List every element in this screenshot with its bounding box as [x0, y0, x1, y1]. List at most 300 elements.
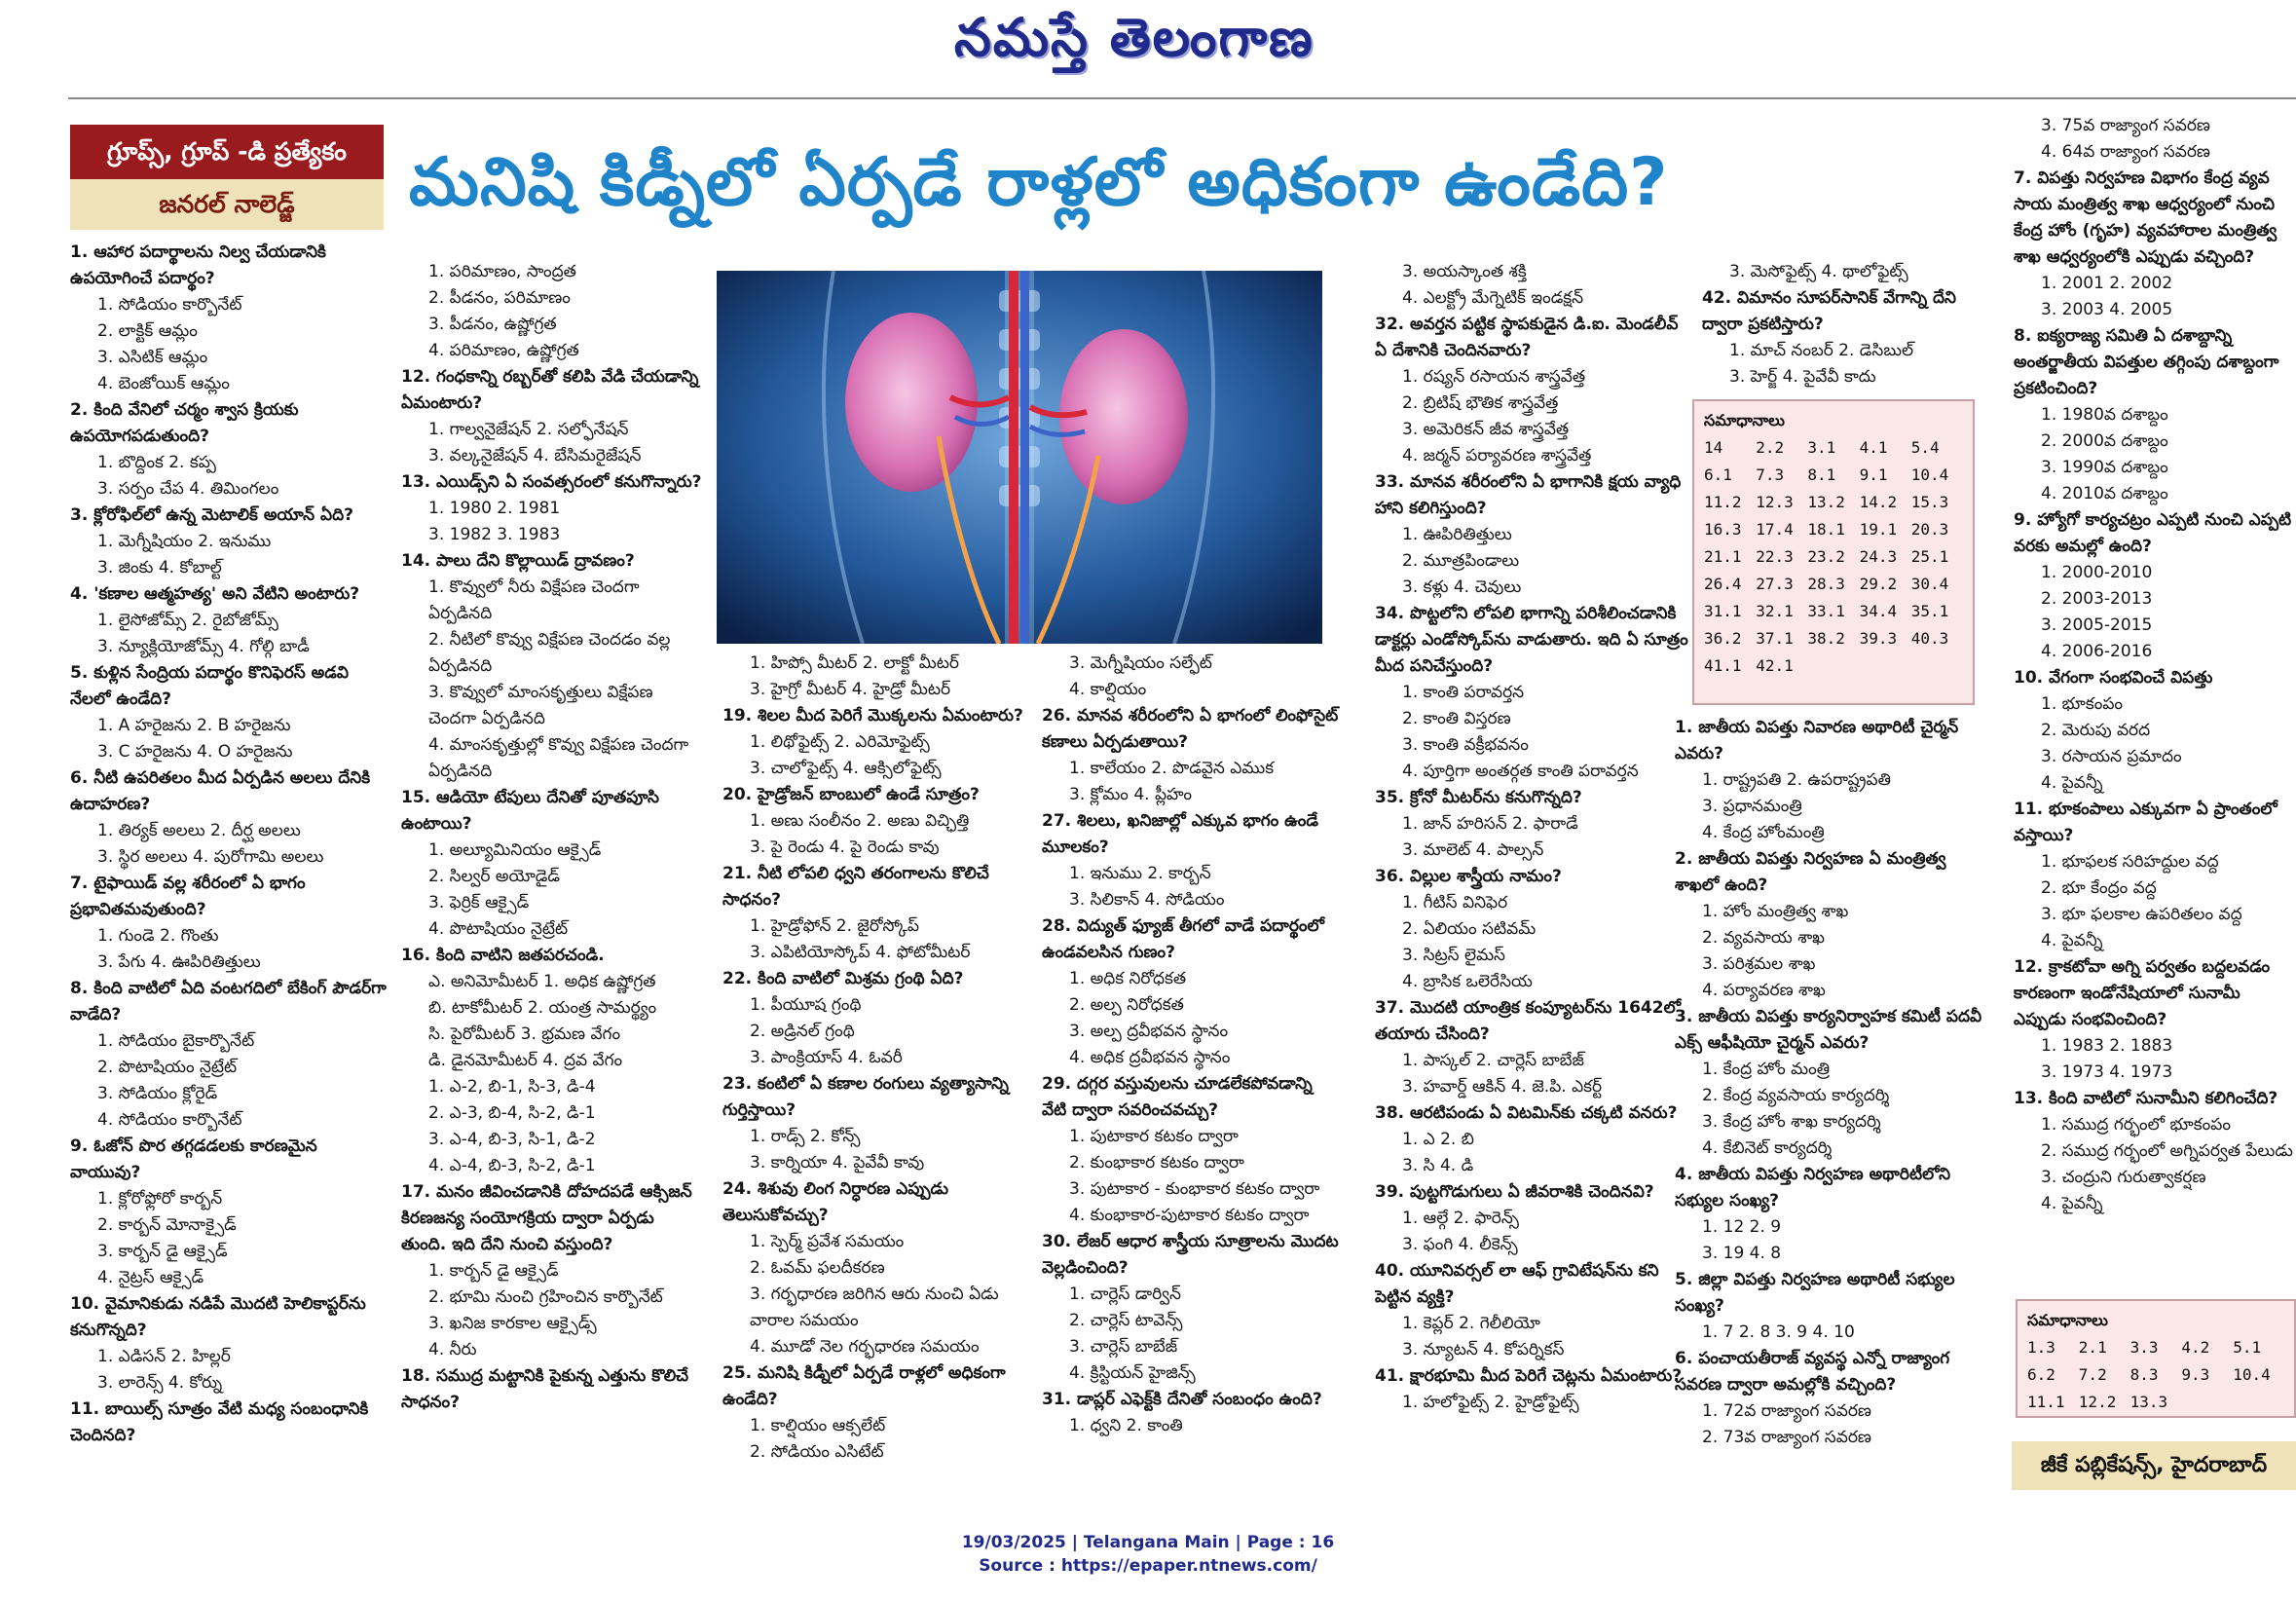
- answer-option: 1. చార్లెస్ డార్విన్: [1069, 1285, 1181, 1304]
- column-6b: [1675, 715, 1986, 1513]
- answer-option: 4. 2006-2016: [2041, 642, 2153, 661]
- question: 18. సముద్ర మట్టానికి పైకున్న ఎత్తును కొలిచే సాధనం?: [401, 1366, 689, 1412]
- answer-option: 1. హైడ్రోఫోన్ 2. జైరోస్కోప్: [750, 916, 919, 936]
- answer-key-cell: 12.2: [2078, 1393, 2117, 1411]
- answer-key-cell: 27.3: [1756, 575, 1794, 593]
- answer-key-row: [1704, 625, 1963, 652]
- question: 8. ఐక్యరాజ్య సమితి ఏ దశాబ్దాన్ని అంతర్జాతీయ విపత్తుల తగ్గింపు దశాబ్దంగా ప్రకటించింది?: [2014, 326, 2279, 398]
- answer-option: 1. గీటిస్ వినిఫెర: [1402, 893, 1508, 912]
- answer-key-cell: 5.1: [2233, 1338, 2262, 1357]
- answer-key-cell: 3.3: [2129, 1338, 2159, 1357]
- answer-option: 3. మాలెట్ 4. పాల్సన్: [1402, 840, 1544, 860]
- answer-option: 1. కాంతి పరావర్తన: [1402, 683, 1525, 702]
- answer-option: 4. కుంభాకార-పుటాకార కటకం ద్వారా: [1069, 1206, 1310, 1225]
- answer-option: 3. చాలోఫైట్స్ 4. ఆక్సిలోఫైట్స్: [750, 759, 942, 778]
- answer-key-cell: 25.1: [1910, 547, 1949, 566]
- answer-key-cell: 31.1: [1704, 602, 1742, 620]
- answer-option: 4. ఎ-4, బి-3, సి-2, డి-1: [428, 1156, 596, 1175]
- answer-key-cell: 10.4: [2233, 1365, 2271, 1384]
- answer-option: 1. 12 2. 9: [1702, 1217, 1782, 1237]
- answer-key-row: [1704, 489, 1963, 516]
- answer-option: 2. భూ కేంద్రం వద్ద: [2041, 878, 2157, 898]
- answer-option: 1. ఇనుము 2. కార్బన్: [1069, 864, 1211, 883]
- answer-key-row: [1704, 434, 1963, 462]
- question: 16. కింది వాటిని జతపరచండి.: [401, 946, 605, 965]
- answer-key-cell: 28.3: [1807, 575, 1845, 593]
- answer-option: 1. అధిక నిరోధకత: [1069, 969, 1187, 988]
- answer-option: 3. పేగు 4. ఊపిరితిత్తులు: [97, 952, 261, 972]
- answer-key-cell: 8.1: [1807, 465, 1836, 484]
- answer-option: 1. కెప్లర్ 2. గెలీలియో: [1402, 1314, 1540, 1333]
- answer-key-cell: 38.2: [1807, 629, 1845, 648]
- answer-key-cell: 21.1: [1704, 547, 1742, 566]
- column-1: [70, 240, 391, 1506]
- newspaper-title: నమస్తే తెలంగాణ: [954, 6, 1315, 68]
- column-5: [1375, 259, 1688, 1506]
- answer-key-row: [2027, 1389, 2284, 1416]
- answer-option: 1. పాస్కల్ 2. చార్లెస్ బాబేజ్: [1402, 1051, 1584, 1070]
- answer-option: 1. జాన్ హరిసన్ 2. ఫారాడే: [1402, 814, 1578, 834]
- answer-key-cell: 39.3: [1859, 629, 1898, 648]
- answer-option: 4. సోడియం కార్బొనేట్: [97, 1110, 242, 1130]
- column-2: [401, 259, 703, 1506]
- answer-option: 3. సి 4. డి: [1402, 1156, 1474, 1175]
- answer-option: 2. కుంభాకార కటకం ద్వారా: [1069, 1153, 1244, 1173]
- section-tag: గ్రూప్స్, గ్రూప్ -డి ప్రత్యేకం: [70, 125, 384, 179]
- question: 12. క్రాకటోవా అగ్ని పర్వతం బద్దలవడం కారణంగా ఇండోనేషియాలో సునామీ ఎప్పుడు సంభవించింది?: [2014, 957, 2271, 1029]
- answer-option: 2. అల్ప నిరోధకత: [1069, 995, 1184, 1015]
- answer-option: 1. కార్బన్ డై ఆక్సైడ్: [428, 1261, 559, 1281]
- answer-option: 1. సోడియం బైకార్బొనేట్: [97, 1031, 255, 1051]
- answer-option: 3. హైగ్రో మీటర్ 4. హైడ్రో మీటర్: [750, 680, 951, 699]
- question: 3. క్లోరోఫిల్‌లో ఉన్న మెటాలిక్ అయాన్ ఏది?: [70, 505, 353, 525]
- question: 20. హైడ్రోజన్ బాంబులో ఉండే సూత్రం?: [722, 785, 980, 804]
- answer-option: 3. వల్కనైజేషన్ 4. బేసిమరైజేషన్: [428, 446, 642, 465]
- answer-option: 3. చార్లెస్ బాబేజ్: [1069, 1337, 1178, 1357]
- answer-option: 2. 2000వ దశాబ్దం: [2041, 431, 2168, 451]
- answer-key-cell: 41.1: [1704, 656, 1742, 675]
- answer-option: 3. ఫంగి 4. లీకెన్స్: [1402, 1235, 1518, 1254]
- header-rule: [68, 97, 2296, 99]
- question: 30. లేజర్ ఆధార శాస్త్రీయ సూత్రాలను మొదట వెల్లడించింది?: [1042, 1232, 1339, 1278]
- answer-key-cell: 26.4: [1704, 575, 1742, 593]
- answer-option: 1. కొవ్వులో నీరు విక్షేపణ చెందగా ఏర్పడినది: [428, 577, 640, 623]
- answer-option: 3. స్థిర అలలు 4. పురోగామి అలలు: [97, 847, 324, 867]
- answer-option: 3. అల్ప ద్రవీభవన స్థానం: [1069, 1022, 1229, 1041]
- answer-option: 3. సర్పం చేప 4. తిమింగలం: [97, 479, 279, 499]
- answer-key-cell: 6.2: [2027, 1365, 2055, 1384]
- answer-option: 1. బొద్దింక 2. కప్ప: [97, 453, 216, 472]
- footer-date-line: 19/03/2025 | Telangana Main | Page : 16: [961, 1533, 1335, 1552]
- question: 8. కింది వాటిలో ఏది వంటగదిలో బేకింగ్ పౌడర్‌గా వాడేది?: [70, 979, 387, 1024]
- answer-option: 3. 2005-2015: [2041, 615, 2153, 635]
- answer-option: 1. సముద్ర గర్భంలో భూకంపం: [2041, 1115, 2231, 1135]
- answer-option: 4. పైవన్నీ: [2041, 931, 2103, 950]
- answer-option: 3. క్లోమం 4. ప్లీహం: [1069, 785, 1193, 804]
- answer-key-cell: 4.2: [2181, 1338, 2210, 1357]
- answer-option: 2. సముద్ర గర్భంలో అగ్నిపర్వత పేలుడు: [2041, 1141, 2293, 1161]
- answer-key-cell: 20.3: [1910, 520, 1949, 539]
- answer-option: 3. లారెన్స్ 4. కోర్ను: [97, 1373, 223, 1393]
- headline: మనిషి కిడ్నీలో ఏర్పడే రాళ్లలో అధికంగా ఉండేది?: [409, 144, 1669, 221]
- answer-key-cell: 8.3: [2129, 1365, 2159, 1384]
- answer-option: 1. మాచ్ నంబర్ 2. డెసిబుల్: [1729, 341, 1914, 360]
- question: 24. శిశువు లింగ నిర్ధారణ ఎప్పుడు తెలుసుకోవచ్చు?: [722, 1179, 949, 1225]
- answer-option: 3. C హరైజను 4. O హరైజను: [97, 742, 293, 762]
- answer-key-cell: [2181, 1389, 2233, 1416]
- answer-option: 2. కేంద్ర వ్యవసాయ కార్యదర్శి: [1702, 1086, 1890, 1105]
- answer-option: 1. రాష్ట్రపతి 2. ఉపరాష్ట్రపతి: [1702, 770, 1891, 790]
- answer-key-cell: 23.2: [1807, 547, 1845, 566]
- answer-key-1: [1692, 399, 1975, 705]
- answer-option: 3. అమెరికన్ జీవ శాస్త్రవేత్త: [1402, 420, 1570, 439]
- answer-option: 1. భూకంపం: [2041, 694, 2124, 714]
- question: 22. కింది వాటిలో మిశ్రమ గ్రంథి ఏది?: [722, 969, 964, 988]
- question: 12. గంధకాన్ని రబ్బర్‌తో కలిపి వేడి చేయడాన్ని ఏమంటారు?: [401, 367, 699, 413]
- answer-key-cell: 14.2: [1859, 493, 1898, 511]
- answer-option: 3. పాంక్రియాస్ 4. ఓవరీ: [750, 1048, 903, 1067]
- answer-option: 1. ఎడిసన్ 2. హిల్లర్: [97, 1347, 231, 1366]
- answer-option: 3. అయస్కాంత శక్తి: [1402, 262, 1527, 281]
- question: 3. జాతీయ విపత్తు కార్యనిర్వాహక కమిటీ పదవీ ఎక్స్ ఆఫీషియో చైర్మన్ ఎవరు?: [1675, 1007, 1982, 1053]
- answer-key-cell: 2.2: [1756, 438, 1785, 457]
- answer-option: 1. ధ్వని 2. కాంతి: [1069, 1416, 1183, 1435]
- answer-key-cell: 36.2: [1704, 629, 1742, 648]
- answer-option: 2. బ్రిటిష్ భౌతిక శాస్త్రవేత్త: [1402, 393, 1559, 413]
- answer-key-cell: 33.1: [1807, 602, 1845, 620]
- question: 1. జాతీయ విపత్తు నివారణ అథారిటీ చైర్మన్ ఎవరు?: [1675, 718, 1959, 763]
- answer-option: 1. హిప్సో మీటర్ 2. లాక్టో మీటర్: [750, 653, 959, 673]
- answer-option: 1. లైసోజోమ్స్ 2. రైబోజోమ్స్: [97, 611, 278, 630]
- answer-option: 1. 2000-2010: [2041, 563, 2153, 582]
- answer-option: 4. కేబినెట్ కార్యదర్శి: [1702, 1138, 1833, 1158]
- question: 6. నీటి ఉపరితలం మీద ఏర్పడిన అలలు దేనికి ఉదాహరణ?: [70, 768, 371, 814]
- answer-key-cell: [1807, 652, 1859, 680]
- question: 33. మానవ శరీరంలోని ఏ భాగానికి క్షయ వ్యాధి హాని కలిగిస్తుంది?: [1375, 472, 1682, 518]
- answer-option: 3. హవార్డ్ ఆకిన్ 4. జె.పి. ఎకర్ట్: [1402, 1077, 1603, 1097]
- answer-option: 1. అల్యూమినియం ఆక్సైడ్: [428, 840, 602, 860]
- question: 40. యూనివర్సల్ లా ఆఫ్ గ్రావిటేషన్‌ను కని పెట్టిన వ్యక్తి?: [1375, 1261, 1659, 1307]
- answer-key-cell: 12.3: [1756, 493, 1794, 511]
- answer-option: 2. పీడనం, పరిమాణం: [428, 288, 571, 308]
- answer-option: 3. 1973 4. 1973: [2041, 1062, 2173, 1082]
- answer-key-cell: 11.2: [1704, 493, 1742, 511]
- answer-option: 4. మాంసకృత్తుల్లో కొవ్వు విక్షేపణ చెందగా ఏర్పడినది: [428, 735, 689, 781]
- answer-option: 3. పుటాకార - కుంభాకార కటకం ద్వారా: [1069, 1179, 1320, 1199]
- answer-option: 2. కాంతి విస్తరణ: [1402, 709, 1511, 728]
- answer-key-heading: సమాధానాలు: [2027, 1311, 2108, 1329]
- question: 23. కంటిలో ఏ కణాల రంగులు వ్యత్యాసాన్ని గుర్తిస్తాయి?: [722, 1074, 1009, 1120]
- answer-option: 3. గర్భధారణ జరిగిన ఆరు నుంచి ఏడు వారాల సమయం: [750, 1285, 999, 1330]
- answer-option: 3. కార్బన్ డై ఆక్సైడ్: [97, 1242, 228, 1261]
- answer-option: 2. మెరుపు వరద: [2041, 721, 2151, 740]
- answer-option: 4. బ్రాసిక ఒలెరేసియ: [1402, 972, 1533, 991]
- question: 7. టైఫాయిడ్ వల్ల శరీరంలో ఏ భాగం ప్రభావితమవుతుంది?: [70, 874, 306, 919]
- answer-option: 2. ఓవమ్ ఫలదీకరణ: [750, 1258, 885, 1278]
- answer-key-cell: 22.3: [1756, 547, 1794, 566]
- answer-option: 2. అడ్రినల్ గ్రంథి: [750, 1022, 855, 1041]
- answer-option: 1. పరిమాణం, సాంద్రత: [428, 262, 576, 281]
- answer-option: 2. సిల్వర్ అయోడైడ్: [428, 867, 560, 886]
- answer-key-row: [1704, 543, 1963, 571]
- question: 29. దగ్గర వస్తువులను చూడలేకపోవడాన్ని వేటి ద్వారా సవరించవచ్చు?: [1042, 1074, 1313, 1120]
- answer-key-row: [1704, 571, 1963, 598]
- answer-option: 3. రసాయన ప్రమాదం: [2041, 747, 2182, 766]
- answer-option: 3. 1982 3. 1983: [428, 525, 561, 544]
- answer-option: 1. పీయూష గ్రంథి: [750, 995, 862, 1015]
- answer-key-cell: [1860, 652, 1911, 680]
- answer-option: 1. 72వ రాజ్యాంగ సవరణ: [1702, 1401, 1871, 1421]
- answer-option: 4. జర్మన్ పర్యావరణ శాస్త్రవేత్త: [1402, 446, 1592, 465]
- answer-option: 1. హోం మంత్రిత్వ శాఖ: [1702, 902, 1849, 921]
- answer-key-cell: 7.2: [2078, 1365, 2107, 1384]
- question: 11. బాయిల్స్ సూత్రం వేటి మధ్య సంబంధానికి చెందినది?: [70, 1399, 369, 1445]
- answer-option: బి. టాకోమీటర్ 2. యంత్ర సామర్థ్యం: [428, 998, 657, 1018]
- answer-option: 1. 2001 2. 2002: [2041, 274, 2173, 293]
- answer-key-cell: 9.1: [1859, 465, 1888, 484]
- question: 37. మొదటి యాంత్రిక కంప్యూటర్‌ను 1642లో తయారు చేసింది?: [1375, 998, 1682, 1044]
- answer-option: 1. 1980 2. 1981: [428, 499, 561, 518]
- answer-option: 3. 1990వ దశాబ్దం: [2041, 458, 2168, 477]
- answer-option: 3. హెర్జ్ 4. పైవేవీ కాదు: [1729, 367, 1876, 387]
- answer-key-cell: 40.3: [1910, 629, 1949, 648]
- column-3: [722, 651, 1040, 1508]
- answer-option: 3. న్యూక్లియోజోమ్స్ 4. గోల్గి బాడీ: [97, 637, 310, 656]
- question: 17. మనం జీవించడానికి దోహదపడే ఆక్సిజన్ కిరణజన్య సంయోగక్రియ ద్వారా ఏర్పడు తుంది. ఇది దేని నుంచి వస్తుంది?: [401, 1182, 692, 1254]
- answer-option: 3. కొవ్వులో మాంసకృత్తులు విక్షేపణ చెందగా ఏర్పడినది: [428, 683, 653, 728]
- answer-option: 3. ఎపిటియోస్కోప్ 4. ఫోటోమీటర్: [750, 943, 971, 962]
- answer-key-cell: 24.3: [1859, 547, 1898, 566]
- question: 14. పాలు దేని కొల్లాయిడ్ ద్రావణం?: [401, 551, 635, 571]
- question: 41. క్షారభూమి మీద పెరిగే చెట్లను ఏమంటారు?: [1375, 1366, 1683, 1386]
- question: 15. ఆడియో టేపులు దేనితో పూతపూసి ఉంటాయి?: [401, 788, 659, 834]
- answer-key-cell: 30.4: [1910, 575, 1949, 593]
- answer-key-cell: 7.3: [1756, 465, 1785, 484]
- answer-option: 4. బెంజోయిక్ ఆమ్లం: [97, 374, 230, 393]
- question: 26. మానవ శరీరంలోని ఏ భాగంలో లింఫోసైట్ కణాలు ఏర్పడుతాయి?: [1042, 706, 1339, 752]
- masthead: [0, 0, 2296, 97]
- answer-key-cell: 32.1: [1756, 602, 1794, 620]
- footer: [0, 1531, 2296, 1578]
- section-subtag: జనరల్ నాలెడ్జ్: [70, 179, 384, 230]
- answer-option: 1. 7 2. 8 3. 9 4. 10: [1702, 1322, 1855, 1342]
- answer-option: 1. ఎ 2. బి: [1402, 1130, 1474, 1149]
- answer-key-cell: 13.3: [2129, 1393, 2168, 1411]
- answer-key-cell: 17.4: [1756, 520, 1794, 539]
- answer-key-cell: 6.1: [1704, 465, 1732, 484]
- answer-option: 4. పొటాషియం నైట్రేట్: [428, 919, 569, 939]
- answer-key-row: [1704, 516, 1963, 543]
- answer-option: 3. ఎ-4, బి-3, సి-1, డి-2: [428, 1130, 596, 1149]
- answer-option: 4. 2010వ దశాబ్దం: [2041, 484, 2168, 503]
- question: 35. క్రోనో మీటర్‌ను కనుగొన్నది?: [1375, 788, 1582, 807]
- answer-option: 3. సోడియం క్లోరైడ్: [97, 1084, 218, 1103]
- answer-option: 2. ఏలియం సటివమ్: [1402, 919, 1537, 939]
- question: 2. జాతీయ విపత్తు నిర్వహణ ఏ మంత్రిత్వ శాఖలో ఉంది?: [1675, 849, 1946, 895]
- publisher-credit: జీకే పబ్లికేషన్స్, హైదరాబాద్: [2012, 1441, 2296, 1490]
- column-7: [2014, 113, 2296, 1291]
- answer-option: 3. సిట్రస్ లైమస్: [1402, 946, 1505, 965]
- answer-key-cell: 35.1: [1910, 602, 1949, 620]
- question: 5. కుళ్లిన సేంద్రియ పదార్థం కొనిఫెరస్ అడవి నేలలో ఉండేది?: [70, 663, 349, 709]
- answer-option: 3. జింకు 4. కోబాల్ట్: [97, 558, 222, 577]
- answer-option: 1. క్లోరోఫ్లోరో కార్బన్: [97, 1189, 223, 1209]
- answer-key-cell: 16.3: [1704, 520, 1742, 539]
- answer-option: 3. పై రెండు 4. పై రెండు కావు: [750, 838, 940, 857]
- answer-option: 3. ఖనిజ కారకాల ఆక్సైడ్స్: [428, 1314, 597, 1333]
- answer-option: 3. కార్నియా 4. పైవేవీ కావు: [750, 1153, 925, 1173]
- answer-option: 4. పర్యావరణ శాఖ: [1702, 981, 1826, 1000]
- question: 32. అవర్తన పట్టిక స్థాపకుడైన డి.ఐ. మెండలీవ్ ఏ దేశానికి చెందినవారు?: [1375, 315, 1679, 360]
- question: 13. ఎయిడ్స్‌ని ఏ సంవత్సరంలో కనుగొన్నారు?: [401, 472, 702, 492]
- question: 36. విల్లుల శాస్త్రీయ నామం?: [1375, 867, 1562, 886]
- answer-option: 1. స్పెర్మ్ ప్రవేశ సమయం: [750, 1232, 905, 1251]
- answer-option: 1. సోడియం కార్బొనేట్: [97, 295, 242, 315]
- answer-option: 1. తిర్యక్ అలలు 2. దీర్ఘ అలలు: [97, 821, 301, 840]
- answer-option: 3. ఫెర్రిక్ ఆక్సైడ్: [428, 893, 530, 912]
- answer-option: 4. పైవన్నీ: [2041, 773, 2103, 793]
- question: 25. మనిషి కిడ్నీలో ఏర్పడే రాళ్లలో అధికంగా ఉండేది?: [722, 1363, 1006, 1409]
- answer-key-cell: [2233, 1389, 2284, 1416]
- answer-option: 1. 1983 2. 1883: [2041, 1036, 2173, 1056]
- question: 13. కింది వాటిలో సునామీని కలిగించేది?: [2014, 1089, 2278, 1108]
- answer-option: 3. ఎసిటిక్ ఆమ్లం: [97, 348, 208, 367]
- answer-option: 3. కళ్లు 4. చెవులు: [1402, 577, 1522, 597]
- answer-option: 1. హలోఫైట్స్ 2. హైడ్రోఫైట్స్: [1402, 1393, 1579, 1412]
- question: 34. పొట్టలోని లోపలి భాగాన్ని పరిశీలించడానికి డాక్టర్లు ఎండోస్కోప్‌ను వాడుతారు. ఇది ఏ సూత్రం మీద పనిచేస్తుంది?: [1375, 604, 1688, 676]
- answer-option: 4. ఎలక్ట్రో మేగ్నెటిక్ ఇండక్షన్: [1402, 288, 1584, 308]
- answer-option: 2. కార్బన్ మోనాక్సైడ్: [97, 1215, 237, 1235]
- answer-key-cell: 1.3: [2027, 1338, 2055, 1357]
- answer-option: సి. పైరోమీటర్ 3. భ్రమణ వేగం: [428, 1024, 621, 1044]
- answer-option: ఎ. అనిమోమీటర్ 1. అధిక ఉష్ణోగ్రత: [428, 972, 656, 991]
- answer-key-cell: 10.4: [1910, 465, 1949, 484]
- answer-option: 1. కేంద్ర హోం మంత్రి: [1702, 1060, 1831, 1079]
- answer-option: 4. నైట్రస్ ఆక్సైడ్: [97, 1268, 204, 1287]
- answer-option: 2. భూమి నుంచి గ్రహించిన కార్బొనేట్: [428, 1287, 663, 1307]
- answer-key-cell: 42.1: [1756, 656, 1794, 675]
- answer-option: 3. 2003 4. 2005: [2041, 300, 2173, 319]
- answer-option: 2. 2003-2013: [2041, 589, 2153, 609]
- answer-option: 1. రాడ్స్ 2. కోన్స్: [750, 1127, 861, 1146]
- question: 1. ఆహార పదార్థాలను నిల్వ చేయడానికి ఉపయోగించే పదార్థం?: [70, 242, 326, 288]
- answer-option: 4. మూడో నెల గర్భధారణ సమయం: [750, 1337, 980, 1357]
- question: 4. జాతీయ విపత్తు నిర్వహణ అథారిటీలోని సభ్యుల సంఖ్య?: [1675, 1165, 1951, 1210]
- answer-option: 3. పరిశ్రమల శాఖ: [1702, 954, 1816, 974]
- kidney-icon: [717, 271, 1322, 644]
- answer-option: 3. 75వ రాజ్యాంగ సవరణ: [2041, 116, 2210, 135]
- answer-key-cell: 15.3: [1910, 493, 1949, 511]
- answer-option: 3. మెసోఫైట్స్ 4. థాలోఫైట్స్: [1729, 262, 1908, 281]
- column-4: [1042, 651, 1342, 1508]
- answer-key-2: [2016, 1299, 2296, 1418]
- answer-key-heading: సమాధానాలు: [1704, 411, 1785, 429]
- question: 5. జిల్లా విపత్తు నిర్వహణ అథారిటీ సభ్యుల సంఖ్య?: [1675, 1270, 1955, 1316]
- answer-option: 4. పరిమాణం, ఉష్ణోగ్రత: [428, 341, 579, 360]
- answer-option: 4. కాల్షియం: [1069, 680, 1147, 699]
- answer-option: 1. కాలేయం 2. పొడవైన ఎముక: [1069, 759, 1275, 778]
- answer-option: 1. 1980వ దశాబ్దం: [2041, 405, 2168, 425]
- answer-option: 3. భూ ఫలకాల ఉపరితలం వద్ద: [2041, 905, 2242, 924]
- answer-option: 1. భూఫలక సరిహద్దుల వద్ద: [2041, 852, 2219, 872]
- answer-option: 3. 19 4. 8: [1702, 1244, 1782, 1263]
- answer-option: 3. చంద్రుని గురుత్వాకర్షణ: [2041, 1168, 2206, 1187]
- answer-option: 1. రష్యన్ రసాయన శాస్త్రవేత్త: [1402, 367, 1586, 387]
- answer-key-cell: 13.2: [1807, 493, 1845, 511]
- answer-option: 2. 73వ రాజ్యాంగ సవరణ: [1702, 1428, 1871, 1447]
- answer-key-cell: 37.1: [1756, 629, 1794, 648]
- answer-option: 2. పొటాషియం నైట్రేట్: [97, 1058, 238, 1077]
- answer-key-cell: 18.1: [1807, 520, 1845, 539]
- answer-key-row: [1704, 598, 1963, 625]
- answer-option: 3. పీడనం, ఉష్ణోగ్రత: [428, 315, 557, 334]
- answer-option: 2. చార్లెస్ టావెన్స్: [1069, 1311, 1183, 1330]
- answer-option: 1. పుటాకార కటకం ద్వారా: [1069, 1127, 1239, 1146]
- answer-option: 4. అధిక ద్రవీభవన స్థానం: [1069, 1048, 1231, 1067]
- question: 27. శిలలు, ఖనిజాల్లో ఎక్కువ భాగం ఉండే మూలకం?: [1042, 811, 1318, 857]
- question: 39. పుట్టగొడుగులు ఏ జీవరాశికి చెందినవి?: [1375, 1182, 1654, 1202]
- answer-option: 3. మెగ్నీషియం సల్ఫేట్: [1069, 653, 1212, 673]
- answer-option: 2. లాక్టిక్ ఆమ్లం: [97, 321, 198, 341]
- answer-key-cell: 14: [1704, 438, 1723, 457]
- answer-key-cell: 5.4: [1910, 438, 1940, 457]
- answer-option: 3. ప్రధానమంత్రి: [1702, 797, 1802, 816]
- question: 10. వైమానికుడు నడిపే మొదటి హెలికాప్టర్‌ను కనుగొన్నది?: [70, 1294, 366, 1340]
- footer-source-line: Source : https://epaper.ntnews.com/: [979, 1556, 1317, 1576]
- question: 21. నీటి లోపలి ధ్వని తరంగాలను కొలిచే సాధనం?: [722, 864, 989, 910]
- answer-option: 4. పైవన్నీ: [2041, 1194, 2103, 1213]
- answer-key-cell: 2.1: [2078, 1338, 2107, 1357]
- answer-option: 4. కేంద్ర హోంమంత్రి: [1702, 823, 1825, 842]
- answer-option: 1. మెగ్నీషియం 2. ఇనుము: [97, 532, 272, 551]
- kidney-illustration: [717, 271, 1322, 644]
- answer-key-cell: 4.1: [1859, 438, 1888, 457]
- answer-option: 1. ఎ-2, బి-1, సి-3, డి-4: [428, 1077, 596, 1097]
- answer-key-row: [1704, 462, 1963, 489]
- column-6a: [1702, 259, 1984, 395]
- answer-option: 1. లిథోఫైట్స్ 2. ఎరిమోఫైట్స్: [750, 732, 930, 752]
- answer-option: 2. నీటిలో కొవ్వు విక్షేపణ చెందడం వల్ల ఏర్పడినది: [428, 630, 671, 676]
- question: 10. వేగంగా సంభవించే విపత్తు: [2014, 668, 2213, 688]
- answer-option: 4. పూర్తిగా అంతర్గత కాంతి పరావర్తన: [1402, 762, 1639, 781]
- answer-option: 4. నీరు: [428, 1340, 477, 1359]
- question: 11. భూకంపాలు ఎక్కువగా ఏ ప్రాంతంలో వస్తాయి?: [2014, 800, 2277, 845]
- answer-key-cell: 19.1: [1859, 520, 1898, 539]
- answer-option: 1. A హరైజను 2. B హరైజను: [97, 716, 291, 735]
- question: 9. హ్యోగో కార్యచట్రం ఎప్పటి నుంచి ఎప్పటి వరకు అమల్లో ఉంది?: [2014, 510, 2292, 556]
- question: 2. కింది వేనిలో చర్మం శ్వాస క్రియకు ఉపయోగపడుతుంది?: [70, 400, 299, 446]
- answer-key-cell: 9.3: [2181, 1365, 2210, 1384]
- answer-key-cell: 34.4: [1859, 602, 1898, 620]
- answer-key-row: [1704, 652, 1963, 680]
- answer-key-row: [2027, 1334, 2284, 1361]
- answer-option: డి. డైనమోమీటర్ 4. ద్రవ వేగం: [428, 1051, 623, 1070]
- answer-option: 3. న్యూటన్ 4. కోపర్నికస్: [1402, 1340, 1565, 1359]
- answer-option: 2. మూత్రపిండాలు: [1402, 551, 1520, 571]
- question: 9. ఓజోన్ పొర తగ్గడడలకు కారణమైన వాయువు?: [70, 1136, 317, 1182]
- question: 31. డాప్లర్ ఎఫెక్ట్‌కి దేనితో సంబంధం ఉంది?: [1042, 1390, 1322, 1409]
- answer-key-cell: 11.1: [2027, 1393, 2065, 1411]
- question: 4. 'కణాల ఆత్మహత్య' అని వేటిని అంటారు?: [70, 584, 360, 604]
- answer-option: 1. అణు సంలీనం 2. అణు విచ్ఛిత్తి: [750, 811, 970, 831]
- answer-option: 1. కాల్షియం ఆక్సలేట్: [750, 1416, 886, 1435]
- answer-option: 1. గాల్వనైజేషన్ 2. సల్ఫోనేషన్: [428, 420, 629, 439]
- answer-key-cell: 29.2: [1859, 575, 1898, 593]
- answer-key-cell: 3.1: [1807, 438, 1836, 457]
- question: 38. ఆరటిపండు ఏ విటమిన్‌కు చక్కటి వనరు?: [1375, 1103, 1678, 1123]
- question: 28. విద్యుత్ ఫ్యూజ్ తీగలో వాడే పదార్థంలో ఉండవలసిన గుణం?: [1042, 916, 1325, 962]
- answer-option: 1. ఆల్గే 2. ఫారెన్స్: [1402, 1209, 1519, 1228]
